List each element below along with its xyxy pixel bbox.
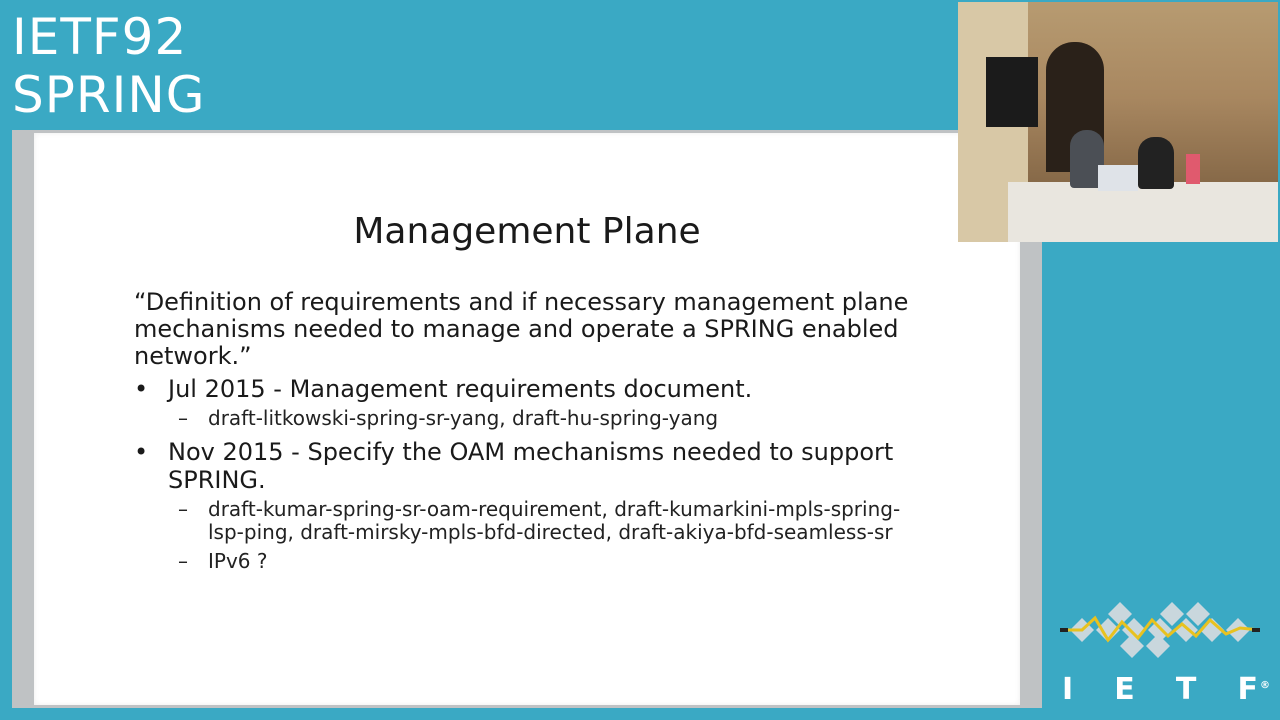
bullet-text: Jul 2015 - Management requirements document. xyxy=(168,375,753,403)
logo-letter: T xyxy=(1175,672,1199,707)
logo-letter: E xyxy=(1114,672,1137,707)
event-title-line2: SPRING xyxy=(12,66,206,124)
laptop xyxy=(1186,154,1200,184)
bullet-item xyxy=(134,375,974,403)
event-title xyxy=(12,8,206,124)
presenter-table xyxy=(1008,182,1278,242)
registered-mark: ® xyxy=(1259,680,1272,691)
sub-bullet-item xyxy=(134,550,974,573)
ietf-logo-text xyxy=(1062,672,1272,707)
wall-monitor xyxy=(986,57,1038,127)
sub-bullet-text: draft-kumar-spring-sr-oam-requirement, draft-kumarkini-mpls-spring-lsp-ping, draft-mirsky-mpls-bfd-directed, draft-akiya-bfd-seamless-sr xyxy=(208,497,901,544)
logo-letter: I xyxy=(1062,672,1076,707)
presentation-slide xyxy=(34,133,1020,705)
sub-bullet-text: draft-litkowski-spring-sr-yang, draft-hu-spring-yang xyxy=(208,406,719,430)
laptop xyxy=(1098,165,1138,191)
bullet-item xyxy=(134,438,974,494)
presenter-person xyxy=(1138,137,1174,189)
sub-bullet-item xyxy=(134,407,974,430)
bullet-dot-icon: • xyxy=(134,438,149,466)
bullet-list xyxy=(134,375,974,573)
camera-feed xyxy=(958,2,1278,242)
bullet-text: Nov 2015 - Specify the OAM mechanisms needed to support SPRING. xyxy=(168,438,894,494)
logo-letter: F® xyxy=(1237,672,1272,707)
bullet-dot-icon: • xyxy=(134,375,149,403)
slide-frame xyxy=(12,130,1042,708)
sub-bullet-item xyxy=(134,498,974,544)
sub-bullet-text: IPv6 ? xyxy=(208,549,268,573)
slide-title: Management Plane xyxy=(353,211,701,252)
dash-icon: – xyxy=(178,549,188,573)
event-title-line1: IETF92 xyxy=(12,8,188,66)
slide-quote: “Definition of requirements and if necessary management plane mechanisms needed to manage and operate a SPRING enabled network.” xyxy=(134,288,909,370)
dash-icon: – xyxy=(178,406,188,430)
dash-icon: – xyxy=(178,497,188,521)
